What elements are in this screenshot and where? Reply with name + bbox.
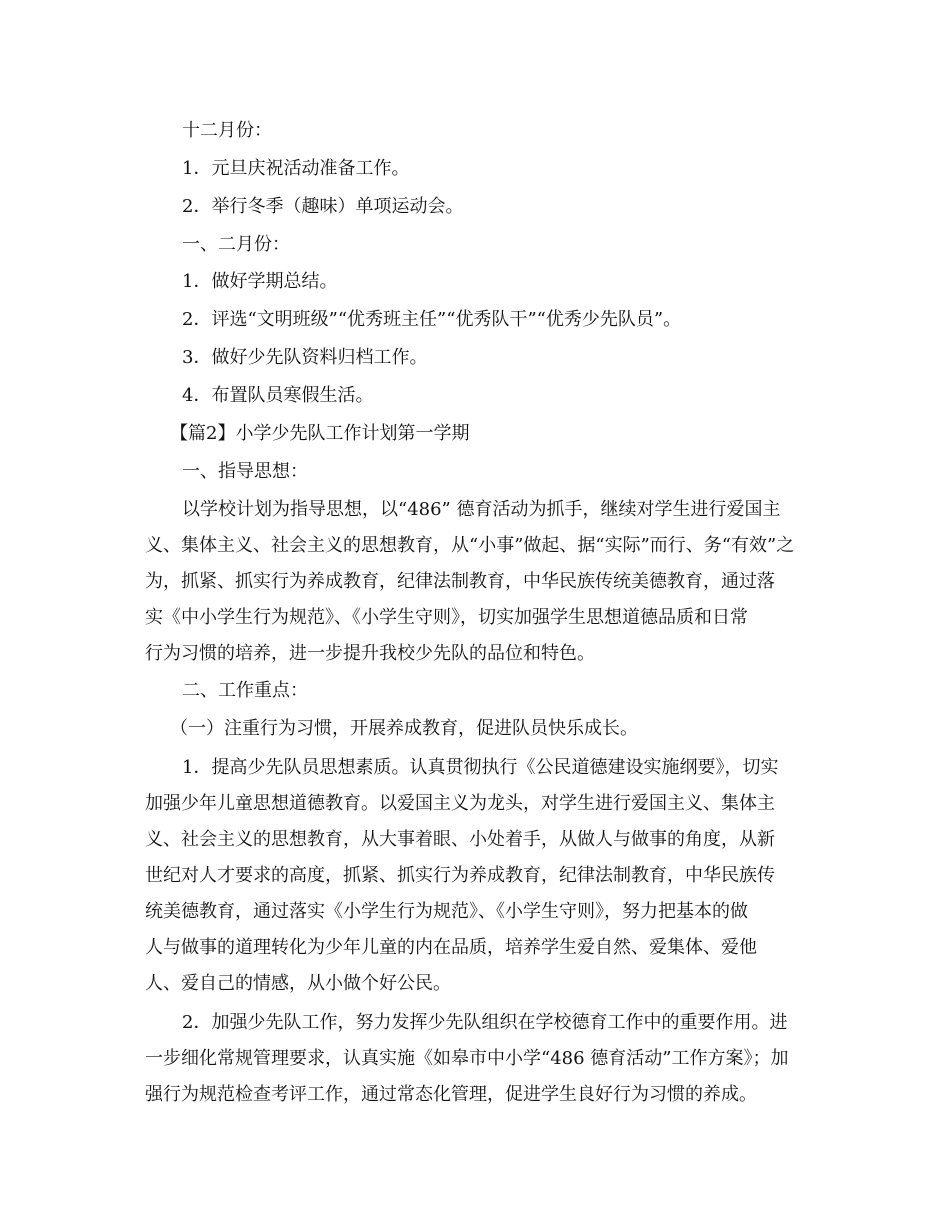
jan-feb-item-1: 1．做好学期总结。 <box>182 271 338 292</box>
subheading-behavior-habits: （一）注重行为习惯，开展养成教育，促进队员快乐成长。 <box>170 718 638 739</box>
heading-work-focus: 二、工作重点： <box>182 680 308 701</box>
paragraph-line: 世纪对人才要求的高度，抓紧、抓实行为养成教育，纪律法制教育，中华民族传 <box>145 865 775 886</box>
paragraph-line: 2．加强少先队工作，努力发挥少先队组织在学校德育工作中的重要作用。进 <box>182 1012 788 1033</box>
jan-feb-item-3: 3．做好少先队资料归档工作。 <box>182 347 428 368</box>
paragraph-line: 为，抓紧、抓实行为养成教育，纪律法制教育，中华民族传统美德教育，通过落 <box>145 571 775 592</box>
paragraph-line: 人与做事的道理转化为少年儿童的内在品质，培养学生爱自然、爱集体、爱他 <box>145 937 757 958</box>
paragraph-line: 1．提高少先队员思想素质。认真贯彻执行《公民道德建设实施纲要》，切实 <box>182 757 779 778</box>
paragraph-line: 义、社会主义的思想教育，从大事着眼、小处着手，从做人与做事的角度，从新 <box>145 829 775 850</box>
paragraph-line: 行为习惯的培养，进一步提升我校少先队的品位和特色。 <box>145 643 595 664</box>
december-item-1: 1．元旦庆祝活动准备工作。 <box>182 158 410 179</box>
heading-guiding-ideology: 一、指导思想： <box>182 461 308 482</box>
jan-feb-item-2: 2．评选“文明班级”“优秀班主任”“优秀队干”“优秀少先队员”。 <box>182 309 682 330</box>
jan-feb-item-4: 4．布置队员寒假生活。 <box>182 385 374 406</box>
december-item-2: 2．举行冬季（趣味）单项运动会。 <box>182 196 464 217</box>
month-heading-december: 十二月份： <box>182 120 272 141</box>
paragraph-line: 以学校计划为指导思想，以“486” 德育活动为抓手，继续对学生进行爱国主 <box>182 499 781 520</box>
paragraph-line: 实《中小学生行为规范》、《小学生守则》，切实加强学生思想道德品质和日常 <box>145 607 748 628</box>
paragraph-line: 人、爱自己的情感，从小做个好公民。 <box>145 973 451 994</box>
paragraph-line: 统美德教育，通过落实《小学生行为规范》、《小学生守则》，努力把基本的做 <box>145 901 748 922</box>
paragraph-line: 强行为规范检查考评工作，通过常态化管理，促进学生良好行为习惯的养成。 <box>145 1084 757 1105</box>
section-title-part2: 【篇2】小学少先队工作计划第一学期 <box>170 423 470 444</box>
paragraph-line: 义、集体主义、社会主义的思想教育，从“小事”做起、据“实际”而行、务“有效”之 <box>145 535 795 556</box>
paragraph-line: 一步细化常规管理要求，认真实施《如皋市中小学“486 德育活动”工作方案》；加 <box>145 1048 789 1069</box>
paragraph-line: 加强少年儿童思想道德教育。以爱国主义为龙头，对学生进行爱国主义、集体主 <box>145 793 775 814</box>
month-heading-jan-feb: 一、二月份： <box>182 234 290 255</box>
